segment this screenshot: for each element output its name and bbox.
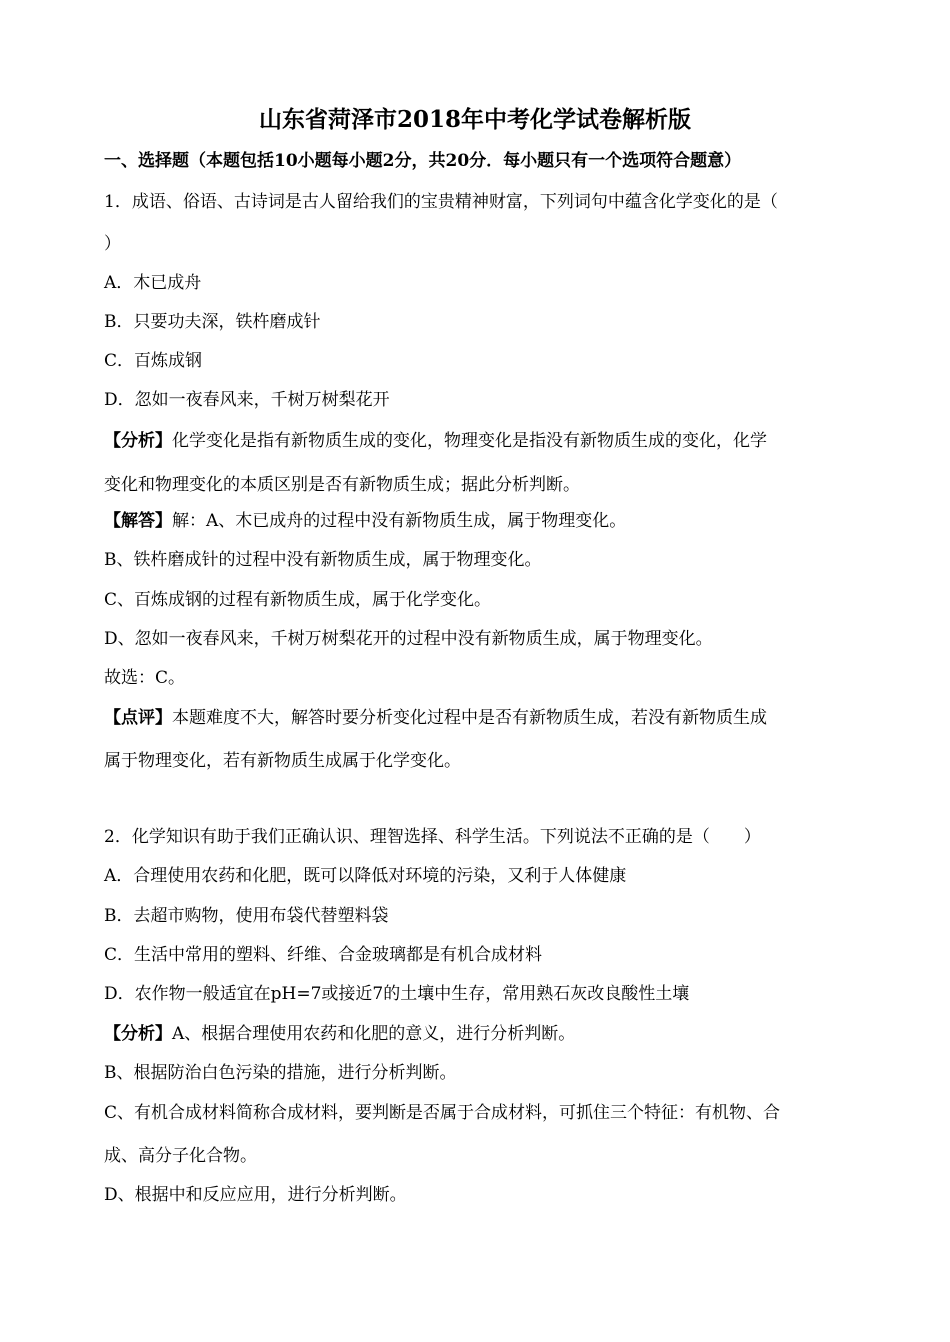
section-heading: 一、选择题（本题包括10小题每小题2分，共20分．每小题只有一个选项符合题意） [104,151,742,171]
q2-option-c: C．生活中常用的塑料、纤维、合金玻璃都是有机合成材料 [104,945,543,965]
q1-answer-line3: C、百炼成钢的过程有新物质生成，属于化学变化。 [104,590,492,610]
q1-option-a: A．木已成舟 [104,273,202,293]
page-title: 山东省菏泽市2018年中考化学试卷解析版 [258,106,691,133]
q1-comment-text: 本题难度不大，解答时要分析变化过程中是否有新物质生成，若没有新物质生成 [172,708,767,728]
q1-analysis-line2: 变化和物理变化的本质区别是否有新物质生成；据此分析判断。 [104,475,580,495]
q2-analysis-line1 [104,1022,864,1046]
q1-stem-line2: ） [104,234,121,254]
q1-option-b: B．只要功夫深，铁杵磨成针 [104,312,321,332]
q1-option-c: C．百炼成钢 [104,351,203,371]
q1-analysis-tag: 【分析】 [104,431,172,451]
q1-comment-tag: 【点评】 [104,708,172,728]
q2-analysis-line3: C、有机合成材料简称合成材料，要判断是否属于合成材料，可抓住三个特征：有机物、合 [104,1103,781,1123]
q1-answer-tag: 【解答】 [104,511,172,531]
q1-comment-line2: 属于物理变化，若有新物质生成属于化学变化。 [104,751,461,771]
q1-choice: 故选：C。 [104,668,186,688]
q1-comment-line1 [104,706,864,730]
q1-answer-line4: D、忽如一夜春风来，千树万树梨花开的过程中没有新物质生成，属于物理变化。 [104,629,713,649]
q2-analysis-line2: B、根据防治白色污染的措施，进行分析判断。 [104,1063,457,1083]
q1-analysis-line1 [104,429,864,453]
q2-option-b: B．去超市购物，使用布袋代替塑料袋 [104,906,389,926]
q2-stem: 2．化学知识有助于我们正确认识、理智选择、科学生活。下列说法不正确的是（ ） [104,827,761,847]
q1-answer-line2: B、铁杵磨成针的过程中没有新物质生成，属于物理变化。 [104,550,542,570]
q1-option-d: D．忽如一夜春风来，千树万树梨花开 [104,390,390,410]
q2-analysis-text: A、根据合理使用农药和化肥的意义，进行分析判断。 [172,1024,576,1044]
q1-analysis-text: 化学变化是指有新物质生成的变化，物理变化是指没有新物质生成的变化，化学 [172,431,767,451]
q1-answer-line1 [104,509,864,533]
q1-stem-line1: 1．成语、俗语、古诗词是古人留给我们的宝贵精神财富，下列词句中蕴含化学变化的是（ [104,192,778,212]
q2-analysis-line4: 成、高分子化合物。 [104,1146,257,1166]
q1-answer-text: 解：A、木已成舟的过程中没有新物质生成，属于物理变化。 [172,511,627,531]
q2-analysis-tag: 【分析】 [104,1024,172,1044]
q2-option-a: A．合理使用农药和化肥，既可以降低对环境的污染，又利于人体健康 [104,866,627,886]
q2-analysis-line5: D、根据中和反应应用，进行分析判断。 [104,1185,407,1205]
q2-option-d: D．农作物一般适宜在pH=7或接近7的土壤中生存，常用熟石灰改良酸性土壤 [104,984,690,1004]
